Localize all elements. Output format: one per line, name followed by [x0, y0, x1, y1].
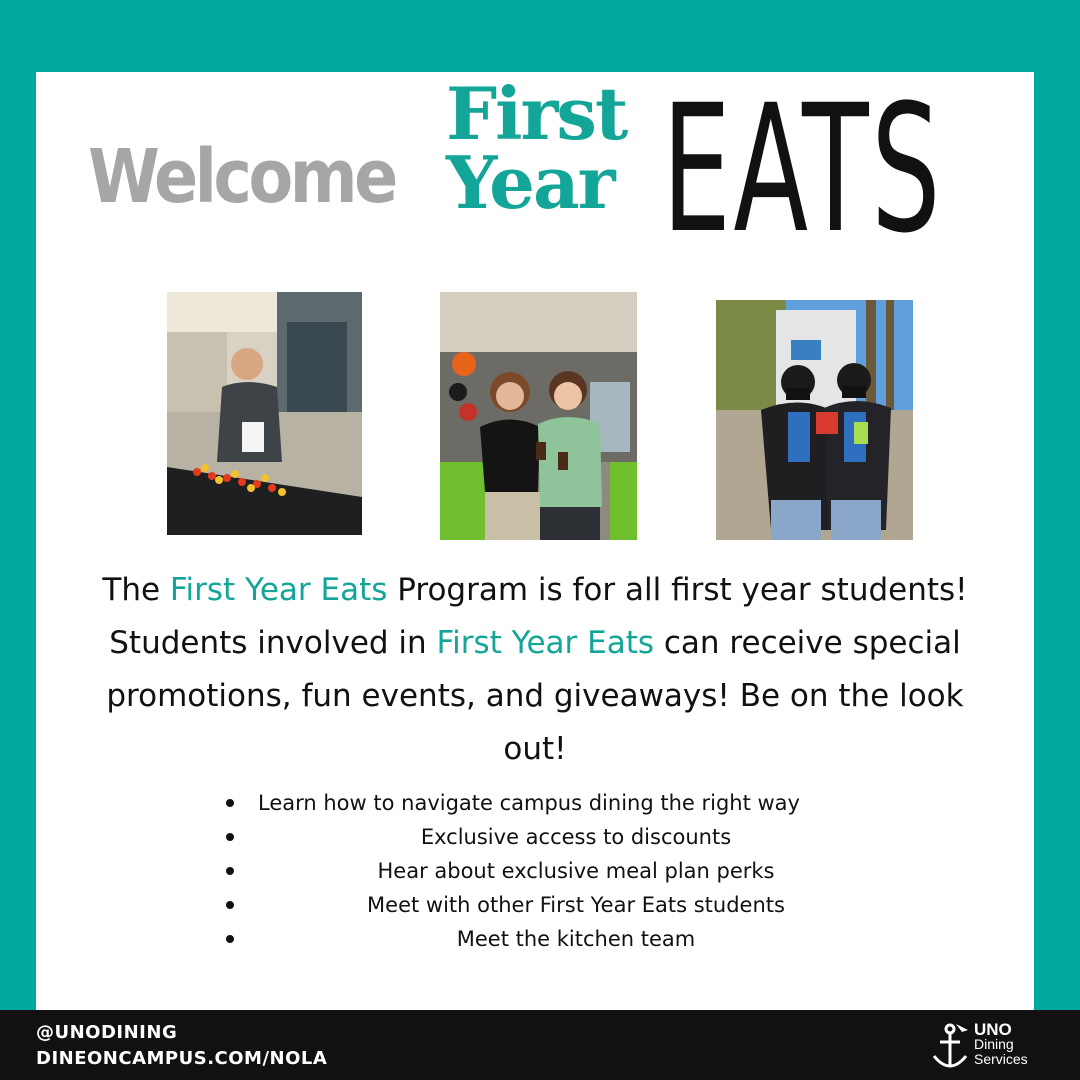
man-grilling-photo — [167, 292, 362, 535]
list-item-text: Hear about exclusive meal plan perks — [377, 859, 775, 883]
list-item-text: Exclusive access to discounts — [420, 825, 732, 849]
desc-text-2: Program is for all first year students! Students involved in — [109, 572, 968, 661]
welcome-text: Welcome — [88, 134, 395, 220]
title-banner — [36, 67, 1034, 272]
bullet-dot — [226, 935, 234, 943]
desc-highlight-1: First Year Eats — [169, 572, 388, 608]
bullet-dot — [226, 799, 234, 807]
first-year-logo — [446, 71, 627, 225]
logo-text — [974, 1022, 1028, 1067]
logo-services: Services — [974, 1051, 1028, 1067]
bullet-dot — [226, 867, 234, 875]
bullet-dot — [226, 901, 234, 909]
social-handle: @UNODINING — [36, 1022, 178, 1043]
footer-bar — [0, 1010, 1080, 1080]
list-item — [226, 890, 926, 924]
website-link: DINEONCAMPUS.COM/NOLA — [36, 1048, 328, 1069]
brand-eats: EATS — [662, 67, 943, 272]
list-item-text: Learn how to navigate campus dining the right way — [258, 791, 800, 815]
list-item — [226, 856, 926, 890]
program-description — [76, 564, 994, 776]
benefits-list — [226, 788, 926, 958]
students-at-booth-photo — [440, 292, 637, 540]
students-outdoors-photo — [716, 300, 913, 540]
logo-dining: Dining — [974, 1036, 1014, 1052]
flyer-card — [36, 67, 1034, 1010]
desc-text-1: The — [102, 572, 170, 608]
logo-uno: UNO — [974, 1020, 1012, 1039]
list-item — [226, 788, 926, 822]
uno-dining-logo — [928, 1020, 1048, 1076]
list-item — [226, 924, 926, 958]
brand-first: First — [446, 71, 627, 156]
desc-highlight-2: First Year Eats — [436, 625, 655, 661]
anchor-icon — [928, 1022, 972, 1072]
list-item — [226, 822, 926, 856]
bullet-dot — [226, 833, 234, 841]
brand-year: Year — [446, 139, 614, 225]
list-item-text: Meet the kitchen team — [456, 927, 696, 951]
desc-text-3: can receive special promotions, fun events, and giveaways! Be on the look out! — [106, 625, 964, 767]
list-item-text: Meet with other First Year Eats students — [367, 893, 785, 917]
